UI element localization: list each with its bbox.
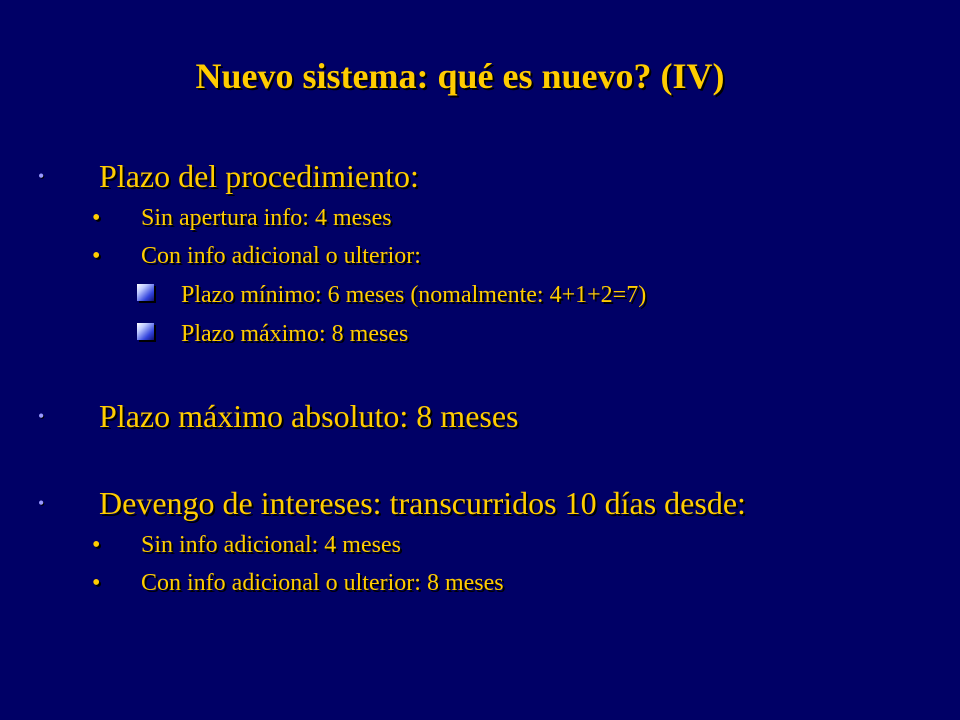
sub-bullet-item: Con info adicional o ulterior:: [141, 243, 421, 269]
bullet-item: Plazo máximo absoluto: 8 meses: [99, 398, 519, 434]
sub-sub-bullet-item: Plazo máximo: 8 meses: [181, 321, 409, 347]
sub-bullet-item: Sin apertura info: 4 meses: [141, 205, 392, 231]
sub-bullet-item: Con info adicional o ulterior: 8 meses: [141, 570, 504, 596]
slide-title: Nuevo sistema: qué es nuevo? (IV): [195, 56, 725, 96]
bullet-item: Devengo de intereses: transcurridos 10 días desde:: [99, 485, 746, 521]
bullet-dot-icon: •: [92, 532, 101, 558]
bullet-dot-icon: •: [38, 166, 45, 186]
bullet-dot-icon: •: [38, 493, 45, 513]
bullet-dot-icon: •: [38, 406, 45, 426]
bullet-dot-icon: •: [92, 205, 101, 231]
bullet-dot-icon: •: [92, 570, 101, 596]
bullet-dot-icon: •: [92, 243, 101, 269]
bullet-item: Plazo del procedimiento:: [99, 158, 419, 194]
sub-bullet-item: Sin info adicional: 4 meses: [141, 532, 401, 558]
square-bullet-icon: [137, 323, 154, 340]
square-bullet-icon: [137, 284, 154, 301]
sub-sub-bullet-item: Plazo mínimo: 6 meses (nomalmente: 4+1+2=7): [181, 282, 647, 308]
